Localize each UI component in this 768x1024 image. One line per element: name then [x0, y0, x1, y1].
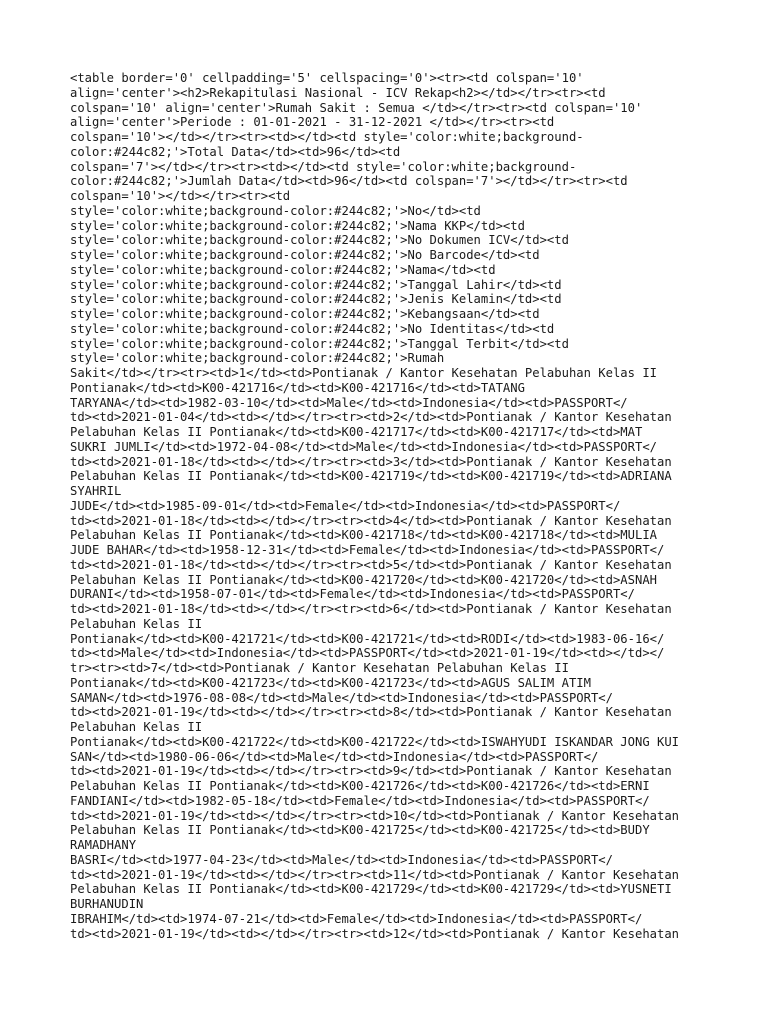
text-line: colspan='10'></td></tr><tr><td — [70, 189, 291, 203]
text-line: colspan='10' align='center'>Rumah Sakit : Semua </td></tr><tr><td colspan='10' — [70, 100, 643, 115]
text-line: td><td>2021-01-19</td><td></td></tr><tr><td>8</td><td>Pontianak / Kantor Kesehatan — [70, 705, 672, 720]
text-line: Pelabuhan Kelas II Pontianak</td><td>K00-421717</td><td>K00-421717</td><td>MAT — [70, 425, 643, 439]
text-line: RAMADHANY — [70, 838, 137, 852]
text-line: color:#244c82;'>Total Data</td><td>96</td><td — [70, 144, 401, 159]
text-line: style='color:white;background-color:#244c82;'>No Identitas</td><td — [70, 321, 555, 336]
text-line: style='color:white;background-color:#244c82;'>No Dokumen ICV</td><td — [70, 233, 569, 248]
text-line: align='center'>Periode : 01-01-2021 - 31-12-2021 </td></tr><tr><td — [70, 115, 555, 130]
text-line: Pelabuhan Kelas II Pontianak</td><td>K00-421729</td><td>K00-421729</td><td>YUSNETI — [70, 882, 672, 897]
text-line: td><td>2021-01-04</td><td></td></tr><tr><td>2</td><td>Pontianak / Kantor Kesehatan — [70, 410, 672, 425]
text-line: td><td>2021-01-19</td><td></td></tr><tr><td>9</td><td>Pontianak / Kantor Kesehatan — [70, 764, 672, 779]
text-line: SYAHRIL — [70, 484, 122, 498]
text-line: td><td>2021-01-19</td><td></td></tr><tr><td>10</td><td>Pontianak / Kantor Kesehatan — [70, 808, 680, 823]
raw-html-text-block — [70, 71, 710, 941]
text-line: Pelabuhan Kelas II — [70, 720, 203, 734]
text-line: Sakit</td></tr><tr><td>1</td><td>Pontianak / Kantor Kesehatan Pelabuhan Kelas II — [70, 366, 657, 380]
text-line: Pelabuhan Kelas II Pontianak</td><td>K00-421720</td><td>K00-421720</td><td>ASNAH — [70, 572, 657, 587]
text-line: Pontianak</td><td>K00-421721</td><td>K00-421721</td><td>RODI</td><td>1983-06-16</ — [70, 631, 665, 646]
text-line: SUKRI JUMLI</td><td>1972-04-08</td><td>Male</td><td>Indonesia</td><td>PASSPORT</ — [70, 439, 657, 454]
text-line: Pontianak</td><td>K00-421723</td><td>K00-421723</td><td>AGUS SALIM ATIM — [70, 675, 591, 690]
text-line: Pelabuhan Kelas II Pontianak</td><td>K00-421725</td><td>K00-421725</td><td>BUDY — [70, 823, 650, 838]
text-line: Pontianak</td><td>K00-421722</td><td>K00-421722</td><td>ISWAHYUDI ISKANDAR JONG KUI — [70, 734, 680, 749]
text-line: colspan='10'></td></tr><tr><td></td><td style='color:white;background- — [70, 130, 584, 144]
text-line: Pelabuhan Kelas II — [70, 616, 203, 631]
text-line: style='color:white;background-color:#244c82;'>Rumah — [70, 351, 445, 366]
text-line: TARYANA</td><td>1982-03-10</td><td>Male</td><td>Indonesia</td><td>PASSPORT</ — [70, 395, 628, 410]
text-line: td><td>Male</td><td>Indonesia</td><td>PASSPORT</td><td>2021-01-19</td><td></td></ — [70, 646, 665, 661]
text-line: colspan='7'></td></tr><tr><td></td><td style='color:white;background- — [70, 159, 577, 174]
text-line: color:#244c82;'>Jumlah Data</td><td>96</td><td colspan='7'></td></tr><tr><td — [70, 174, 628, 189]
text-line: td><td>2021-01-18</td><td></td></tr><tr><td>5</td><td>Pontianak / Kantor Kesehatan — [70, 557, 672, 572]
text-line: style='color:white;background-color:#244c82;'>Kebangsaan</td><td — [70, 307, 540, 321]
text-line: IBRAHIM</td><td>1974-07-21</td><td>Female</td><td>Indonesia</td><td>PASSPORT</ — [70, 911, 643, 926]
text-line: Pelabuhan Kelas II Pontianak</td><td>K00-421726</td><td>K00-421726</td><td>ERNI — [70, 779, 650, 793]
text-line: style='color:white;background-color:#244c82;'>Nama KKP</td><td — [70, 218, 525, 233]
text-line: td><td>2021-01-18</td><td></td></tr><tr><td>4</td><td>Pontianak / Kantor Kesehatan — [70, 513, 672, 528]
text-line: Pelabuhan Kelas II Pontianak</td><td>K00-421718</td><td>K00-421718</td><td>MULIA — [70, 528, 657, 543]
text-line: td><td>2021-01-18</td><td></td></tr><tr><td>3</td><td>Pontianak / Kantor Kesehatan — [70, 454, 672, 469]
text-line: style='color:white;background-color:#244c82;'>Nama</td><td — [70, 262, 496, 277]
text-line: JUDE</td><td>1985-09-01</td><td>Female</td><td>Indonesia</td><td>PASSPORT</ — [70, 498, 621, 513]
text-line: td><td>2021-01-19</td><td></td></tr><tr><td>12</td><td>Pontianak / Kantor Kesehatan — [70, 926, 680, 941]
text-line: style='color:white;background-color:#244c82;'>Jenis Kelamin</td><td — [70, 292, 562, 307]
text-line: style='color:white;background-color:#244c82;'>Tanggal Lahir</td><td — [70, 277, 562, 292]
text-line: Pontianak</td><td>K00-421716</td><td>K00-421716</td><td>TATANG — [70, 380, 525, 395]
text-line: td><td>2021-01-18</td><td></td></tr><tr><td>6</td><td>Pontianak / Kantor Kesehatan — [70, 602, 672, 616]
text-line: JUDE BAHAR</td><td>1958-12-31</td><td>Female</td><td>Indonesia</td><td>PASSPORT</ — [70, 543, 665, 557]
text-line: BURHANUDIN — [70, 897, 144, 911]
text-line: DURANI</td><td>1958-07-01</td><td>Female</td><td>Indonesia</td><td>PASSPORT</ — [70, 587, 635, 602]
text-line: style='color:white;background-color:#244c82;'>No Barcode</td><td — [70, 248, 540, 262]
text-line: style='color:white;background-color:#244c82;'>Tanggal Terbit</td><td — [70, 336, 569, 351]
text-line: Pelabuhan Kelas II Pontianak</td><td>K00-421719</td><td>K00-421719</td><td>ADRIANA — [70, 469, 672, 484]
text-line: tr><tr><td>7</td><td>Pontianak / Kantor Kesehatan Pelabuhan Kelas II — [70, 661, 569, 675]
text-line: SAMAN</td><td>1976-08-08</td><td>Male</td><td>Indonesia</td><td>PASSPORT</ — [70, 690, 613, 705]
text-line: td><td>2021-01-19</td><td></td></tr><tr><td>11</td><td>Pontianak / Kantor Kesehatan — [70, 867, 680, 882]
text-line: style='color:white;background-color:#244c82;'>No</td><td — [70, 203, 481, 218]
text-line: <table border='0' cellpadding='5' cellspacing='0'><tr><td colspan='10' — [70, 71, 584, 85]
text-line: align='center'><h2>Rekapitulasi Nasional - ICV Rekap<h2></td></tr><tr><td — [70, 85, 606, 100]
text-line: SAN</td><td>1980-06-06</td><td>Male</td><td>Indonesia</td><td>PASSPORT</ — [70, 749, 599, 764]
text-line: FANDIANI</td><td>1982-05-18</td><td>Female</td><td>Indonesia</td><td>PASSPORT</ — [70, 793, 650, 808]
text-line: BASRI</td><td>1977-04-23</td><td>Male</td><td>Indonesia</td><td>PASSPORT</ — [70, 852, 613, 867]
